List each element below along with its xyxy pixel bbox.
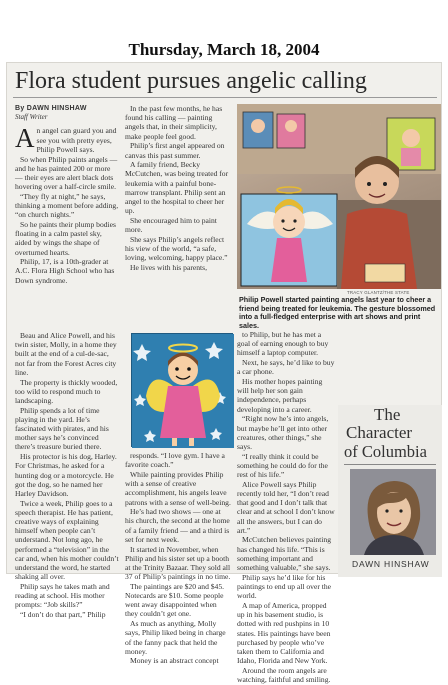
author-portrait bbox=[350, 469, 436, 555]
article-paragraph: So when Philip paints angels — and he has painted 200 or more — their eyes are alert black dots hovering over a half-circle smile. bbox=[15, 154, 118, 192]
angel-painting-art bbox=[132, 334, 234, 448]
article-paragraph: “They fly at night,” he says, thinking a moment before adding, “on church nights.” bbox=[15, 191, 119, 220]
article-paragraph: Money is an abstract concept bbox=[130, 656, 219, 666]
article-paragraph: A family friend, Becky McCutchen, was being treated for leukemia with a painful bone-marrow transplant. Philip sent an angel to the hospital to cheer her up. bbox=[125, 160, 229, 216]
column-title-character: Character bbox=[346, 423, 413, 442]
article-paragraph: He’s had two shows — one at his church, the second at the home of a family friend — and a third is set for next week. bbox=[125, 507, 230, 544]
col3-paragraphs bbox=[237, 330, 335, 684]
article-paragraph: McCutchen believes painting has changed his life. “This is something important and something valuable,” she says. bbox=[237, 535, 331, 573]
article-paragraph: Philip says he takes math and reading at school. His mother prompts: “Job skills?” bbox=[15, 581, 110, 610]
col1b-paragraphs bbox=[15, 331, 119, 619]
article-column-2 bbox=[125, 104, 229, 273]
article-paragraph: A map of America, propped up in his basement studio, is dotted with red pushpins in 10 states. His paintings have been purchased by people who’ve taken them to California and Idaho, Florida and New York. bbox=[237, 600, 331, 666]
article-paragraph: “I don’t do that part,” Philip bbox=[20, 610, 106, 620]
article-headline: Flora student pursues angelic calling bbox=[15, 68, 367, 94]
staff-label: Staff Writer bbox=[15, 113, 48, 122]
author-portrait-art bbox=[350, 469, 436, 555]
newspaper-clipping bbox=[6, 62, 442, 685]
article-paragraph: His mother hopes painting will help her son gain independence, perhaps developing into a career. bbox=[237, 377, 323, 414]
byline: By DAWN HINSHAW bbox=[15, 105, 87, 112]
drop-cap: A bbox=[15, 123, 35, 154]
column-logo-box bbox=[338, 405, 442, 577]
article-paragraph bbox=[15, 123, 119, 154]
article-paragraph: His protector is his dog, Harley. For Christmas, he asked for a hunting dog or a motorcycle. He got the dog, so he named her Harley Davidson. bbox=[15, 452, 117, 498]
article-paragraph: The property is thickly wooded, too wild to respond much to landscaping. bbox=[15, 377, 118, 405]
article-paragraph: Next, he says, he’d like to buy a car phone. bbox=[237, 358, 335, 377]
photo-caption: Philip Powell started painting angels last year to cheer a friend being treated for leukemia. The gesture blossomed into a full-fledged enterprise with art shows and print sales. bbox=[239, 295, 436, 330]
article-paragraph: responds. “I love gym. I have a favorite coach.” bbox=[125, 451, 225, 470]
article-paragraph: As much as anything, Molly says, Philip liked being in charge of the fanny pack that held the money. bbox=[125, 619, 226, 656]
angel-painting bbox=[131, 333, 233, 447]
article-paragraph: “I really think it could be something he could do for the rest of his life.” bbox=[237, 451, 328, 480]
article-paragraph: Philip spends a lot of time playing in the yard. He’s fascinated with pirates, and his mother says he’s convinced there’s treasure buried there. bbox=[15, 405, 109, 452]
column-title-columbia: of Columbia bbox=[344, 442, 427, 461]
article-column-3 bbox=[237, 330, 335, 685]
article-paragraph: The paintings are $20 and $45. Notecards are $10. Some people went away disappointed when they couldn’t get one. bbox=[125, 581, 225, 619]
photo-credit: TRACY GLANTZ/THE STATE bbox=[347, 290, 410, 295]
paragraph-text: n angel can guard you and see you with pretty eyes, Philip Powell says. bbox=[36, 126, 117, 154]
photo-illustration bbox=[237, 104, 441, 289]
article-column-2-continued bbox=[125, 451, 231, 666]
article-paragraph: “Right now he’s into angels, but maybe he’ll get into other creatures, other things,” she says. bbox=[237, 414, 329, 451]
article-paragraph: In the past few months, he has found his calling — painting angels that, in their simplicity, make people feel good. bbox=[125, 104, 223, 141]
article-paragraph: While painting provides Philip with a sense of creative accomplishment, his angels leave patrons with a sense of well-being. bbox=[125, 469, 231, 507]
article-column-1-continued bbox=[15, 331, 119, 620]
article-paragraph: Around the room angels are watching, faithful and smiling. bbox=[237, 665, 331, 685]
article-paragraph: He lives with his parents, bbox=[130, 262, 207, 272]
dateline: Thursday, March 18, 2004 bbox=[128, 40, 320, 59]
col2b-paragraphs bbox=[125, 451, 231, 666]
column-author-name: DAWN HINSHAW bbox=[352, 559, 430, 569]
article-paragraph: Philip says he’d like for his paintings to end up all over the world. bbox=[237, 572, 332, 601]
photo-philip-with-paintings bbox=[237, 104, 441, 289]
article-column-1 bbox=[15, 104, 119, 285]
article-paragraph: It started in November, when Philip and his sister set up a booth at the Trinity Bazaar. They sold all 37 of Philip’s paintings in no time. bbox=[125, 544, 231, 582]
column-title-rule bbox=[344, 464, 436, 465]
article-paragraph: She encouraged him to paint more. bbox=[125, 215, 217, 235]
col1-paragraphs bbox=[15, 123, 119, 285]
headline-rule bbox=[13, 97, 437, 98]
article-paragraph: to Philip, but he has met a goal of earning enough to buy himself a laptop computer. bbox=[237, 330, 329, 358]
article-paragraph: Beau and Alice Powell, and his twin sister, Molly, in a home they built at the end of a cul-de-sac, not far from the Forest Acres city line. bbox=[15, 331, 117, 377]
col2a-paragraphs bbox=[125, 104, 229, 272]
column-title-the: The bbox=[374, 405, 401, 424]
article-paragraph: Philip’s first angel appeared on canvas this past summer. bbox=[125, 141, 225, 160]
article-paragraph: She says Philip’s angels reflect his view of the world, “a safe, loving, welcoming, happy place.” bbox=[125, 234, 228, 263]
article-paragraph: Twice a week, Philip goes to a speech therapist. He has patient, creative ways of explaining himself when people can’t understand. Not long ago, he performed a “television” in the car and, when his mother couldn’t understand the word, he started shaking all over. bbox=[15, 498, 119, 582]
article-paragraph: So he paints their plump bodies floating in a calm pastel sky, aided by wings the shape of overturned hearts. bbox=[15, 219, 116, 257]
article-paragraph: Philip, 17, is a 10th-grader at A.C. Flora High School who has Down syndrome. bbox=[15, 257, 115, 285]
article-paragraph: Alice Powell says Philip recently told her, “I don’t read that good and I don’t talk that clear and at school I don’t know all the answers, but I can do art.” bbox=[237, 479, 335, 535]
